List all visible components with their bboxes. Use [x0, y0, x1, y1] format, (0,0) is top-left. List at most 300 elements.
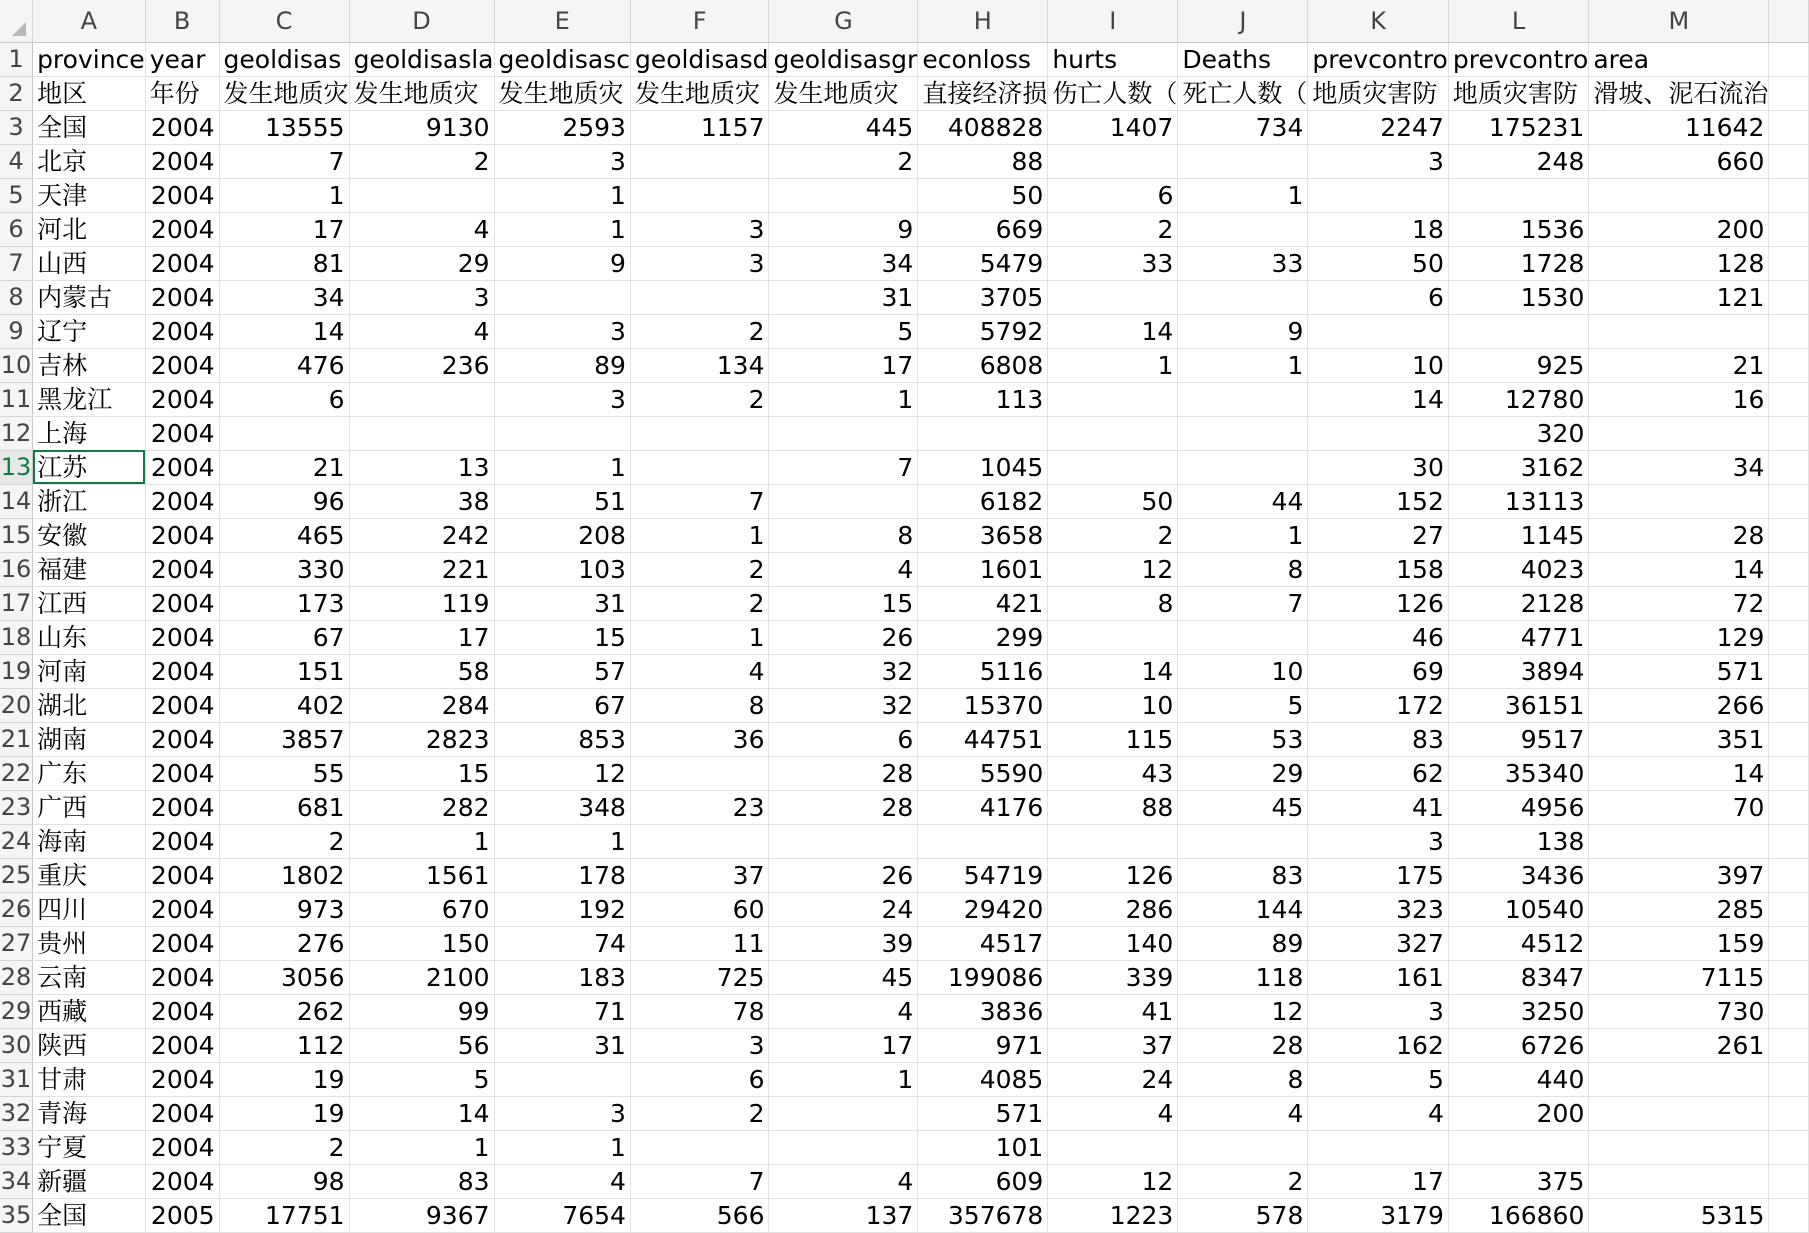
cell-m10[interactable]: 21 — [1589, 348, 1769, 382]
cell-m9[interactable] — [1589, 314, 1769, 348]
cell-i30[interactable]: 37 — [1048, 1028, 1178, 1062]
cell-f30[interactable]: 3 — [630, 1028, 769, 1062]
cell-d31[interactable]: 5 — [349, 1062, 494, 1096]
row-header[interactable]: 1 — [0, 42, 33, 76]
row-header[interactable]: 31 — [0, 1062, 33, 1096]
column-header-j[interactable]: J — [1178, 0, 1308, 42]
cell-g17[interactable]: 15 — [769, 586, 918, 620]
cell-k27[interactable]: 327 — [1308, 926, 1449, 960]
cell-i8[interactable] — [1048, 280, 1178, 314]
cell-i14[interactable]: 50 — [1048, 484, 1178, 518]
cell-d1[interactable]: geoldisasla — [349, 42, 494, 76]
cell-k12[interactable] — [1308, 416, 1449, 450]
cell-a3[interactable]: 全国 — [33, 110, 146, 144]
column-header-b[interactable]: B — [145, 0, 219, 42]
row-header[interactable]: 24 — [0, 824, 33, 858]
cell-j24[interactable] — [1178, 824, 1308, 858]
cell-blank[interactable] — [1769, 790, 1809, 824]
cell-j11[interactable] — [1178, 382, 1308, 416]
cell-e20[interactable]: 67 — [494, 688, 630, 722]
cell-c2[interactable]: 发生地质灾 — [219, 76, 349, 110]
cell-m4[interactable]: 660 — [1589, 144, 1769, 178]
cell-c35[interactable]: 17751 — [219, 1198, 349, 1232]
cell-f19[interactable]: 4 — [630, 654, 769, 688]
cell-h3[interactable]: 408828 — [918, 110, 1048, 144]
cell-d12[interactable] — [349, 416, 494, 450]
cell-i27[interactable]: 140 — [1048, 926, 1178, 960]
cell-a11[interactable]: 黑龙江 — [33, 382, 146, 416]
cell-j26[interactable]: 144 — [1178, 892, 1308, 926]
cell-h34[interactable]: 609 — [918, 1164, 1048, 1198]
cell-b25[interactable]: 2004 — [145, 858, 219, 892]
cell-l28[interactable]: 8347 — [1448, 960, 1589, 994]
cell-e16[interactable]: 103 — [494, 552, 630, 586]
cell-m29[interactable]: 730 — [1589, 994, 1769, 1028]
cell-l14[interactable]: 13113 — [1448, 484, 1589, 518]
cell-m26[interactable]: 285 — [1589, 892, 1769, 926]
cell-i18[interactable] — [1048, 620, 1178, 654]
cell-h11[interactable]: 113 — [918, 382, 1048, 416]
cell-e11[interactable]: 3 — [494, 382, 630, 416]
cell-c23[interactable]: 681 — [219, 790, 349, 824]
cell-c10[interactable]: 476 — [219, 348, 349, 382]
cell-m32[interactable] — [1589, 1096, 1769, 1130]
cell-g11[interactable]: 1 — [769, 382, 918, 416]
cell-d19[interactable]: 58 — [349, 654, 494, 688]
cell-j20[interactable]: 5 — [1178, 688, 1308, 722]
cell-b1[interactable]: year — [145, 42, 219, 76]
cell-i28[interactable]: 339 — [1048, 960, 1178, 994]
row-header[interactable]: 28 — [0, 960, 33, 994]
cell-c29[interactable]: 262 — [219, 994, 349, 1028]
cell-k15[interactable]: 27 — [1308, 518, 1449, 552]
cell-h2[interactable]: 直接经济损 — [918, 76, 1048, 110]
cell-h5[interactable]: 50 — [918, 178, 1048, 212]
cell-g15[interactable]: 8 — [769, 518, 918, 552]
cell-f25[interactable]: 37 — [630, 858, 769, 892]
cell-l25[interactable]: 3436 — [1448, 858, 1589, 892]
cell-d4[interactable]: 2 — [349, 144, 494, 178]
cell-m14[interactable] — [1589, 484, 1769, 518]
cell-c9[interactable]: 14 — [219, 314, 349, 348]
cell-i6[interactable]: 2 — [1048, 212, 1178, 246]
cell-l3[interactable]: 175231 — [1448, 110, 1589, 144]
cell-h27[interactable]: 4517 — [918, 926, 1048, 960]
cell-j25[interactable]: 83 — [1178, 858, 1308, 892]
cell-g33[interactable] — [769, 1130, 918, 1164]
cell-e26[interactable]: 192 — [494, 892, 630, 926]
cell-h6[interactable]: 669 — [918, 212, 1048, 246]
cell-e8[interactable] — [494, 280, 630, 314]
cell-h31[interactable]: 4085 — [918, 1062, 1048, 1096]
cell-f35[interactable]: 566 — [630, 1198, 769, 1232]
cell-blank[interactable] — [1769, 144, 1809, 178]
cell-h28[interactable]: 199086 — [918, 960, 1048, 994]
cell-b22[interactable]: 2004 — [145, 756, 219, 790]
cell-c16[interactable]: 330 — [219, 552, 349, 586]
cell-g3[interactable]: 445 — [769, 110, 918, 144]
cell-b3[interactable]: 2004 — [145, 110, 219, 144]
cell-a12[interactable]: 上海 — [33, 416, 146, 450]
cell-e17[interactable]: 31 — [494, 586, 630, 620]
cell-h26[interactable]: 29420 — [918, 892, 1048, 926]
row-header[interactable]: 27 — [0, 926, 33, 960]
cell-i17[interactable]: 8 — [1048, 586, 1178, 620]
cell-c27[interactable]: 276 — [219, 926, 349, 960]
cell-l4[interactable]: 248 — [1448, 144, 1589, 178]
cell-f5[interactable] — [630, 178, 769, 212]
cell-blank[interactable] — [1769, 382, 1809, 416]
cell-f16[interactable]: 2 — [630, 552, 769, 586]
cell-a29[interactable]: 西藏 — [33, 994, 146, 1028]
cell-d13[interactable]: 13 — [349, 450, 494, 484]
cell-a33[interactable]: 宁夏 — [33, 1130, 146, 1164]
cell-e24[interactable]: 1 — [494, 824, 630, 858]
row-header[interactable]: 18 — [0, 620, 33, 654]
cell-a6[interactable]: 河北 — [33, 212, 146, 246]
cell-c5[interactable]: 1 — [219, 178, 349, 212]
cell-e28[interactable]: 183 — [494, 960, 630, 994]
cell-l8[interactable]: 1530 — [1448, 280, 1589, 314]
cell-blank[interactable] — [1769, 314, 1809, 348]
cell-b20[interactable]: 2004 — [145, 688, 219, 722]
cell-f29[interactable]: 78 — [630, 994, 769, 1028]
cell-i33[interactable] — [1048, 1130, 1178, 1164]
cell-i34[interactable]: 12 — [1048, 1164, 1178, 1198]
cell-d35[interactable]: 9367 — [349, 1198, 494, 1232]
column-header-e[interactable]: E — [494, 0, 630, 42]
cell-d29[interactable]: 99 — [349, 994, 494, 1028]
cell-d25[interactable]: 1561 — [349, 858, 494, 892]
cell-j21[interactable]: 53 — [1178, 722, 1308, 756]
cell-b10[interactable]: 2004 — [145, 348, 219, 382]
cell-f12[interactable] — [630, 416, 769, 450]
cell-b13[interactable]: 2004 — [145, 450, 219, 484]
cell-f34[interactable]: 7 — [630, 1164, 769, 1198]
cell-blank[interactable] — [1769, 552, 1809, 586]
cell-d3[interactable]: 9130 — [349, 110, 494, 144]
cell-blank[interactable] — [1769, 178, 1809, 212]
cell-h33[interactable]: 101 — [918, 1130, 1048, 1164]
cell-j13[interactable] — [1178, 450, 1308, 484]
cell-l6[interactable]: 1536 — [1448, 212, 1589, 246]
column-header-blank[interactable] — [1769, 0, 1809, 42]
cell-k24[interactable]: 3 — [1308, 824, 1449, 858]
cell-h18[interactable]: 299 — [918, 620, 1048, 654]
cell-blank[interactable] — [1769, 518, 1809, 552]
cell-e33[interactable]: 1 — [494, 1130, 630, 1164]
cell-m12[interactable] — [1589, 416, 1769, 450]
select-all-corner[interactable] — [0, 0, 33, 42]
cell-h29[interactable]: 3836 — [918, 994, 1048, 1028]
cell-h35[interactable]: 357678 — [918, 1198, 1048, 1232]
cell-e21[interactable]: 853 — [494, 722, 630, 756]
cell-a22[interactable]: 广东 — [33, 756, 146, 790]
cell-h8[interactable]: 3705 — [918, 280, 1048, 314]
cell-j4[interactable] — [1178, 144, 1308, 178]
cell-l33[interactable] — [1448, 1130, 1589, 1164]
cell-k28[interactable]: 161 — [1308, 960, 1449, 994]
cell-g2[interactable]: 发生地质灾 — [769, 76, 918, 110]
cell-m18[interactable]: 129 — [1589, 620, 1769, 654]
cell-a31[interactable]: 甘肃 — [33, 1062, 146, 1096]
cell-k34[interactable]: 17 — [1308, 1164, 1449, 1198]
cell-e22[interactable]: 12 — [494, 756, 630, 790]
cell-d32[interactable]: 14 — [349, 1096, 494, 1130]
cell-g6[interactable]: 9 — [769, 212, 918, 246]
cell-a32[interactable]: 青海 — [33, 1096, 146, 1130]
column-header-m[interactable]: M — [1589, 0, 1769, 42]
cell-e31[interactable] — [494, 1062, 630, 1096]
cell-f1[interactable]: geoldisasd — [630, 42, 769, 76]
cell-b23[interactable]: 2004 — [145, 790, 219, 824]
cell-c19[interactable]: 151 — [219, 654, 349, 688]
cell-g25[interactable]: 26 — [769, 858, 918, 892]
cell-g30[interactable]: 17 — [769, 1028, 918, 1062]
cell-f17[interactable]: 2 — [630, 586, 769, 620]
cell-c3[interactable]: 13555 — [219, 110, 349, 144]
cell-j15[interactable]: 1 — [1178, 518, 1308, 552]
cell-c33[interactable]: 2 — [219, 1130, 349, 1164]
cell-c32[interactable]: 19 — [219, 1096, 349, 1130]
row-header[interactable]: 16 — [0, 552, 33, 586]
cell-blank[interactable] — [1769, 212, 1809, 246]
cell-d17[interactable]: 119 — [349, 586, 494, 620]
cell-k26[interactable]: 323 — [1308, 892, 1449, 926]
cell-e30[interactable]: 31 — [494, 1028, 630, 1062]
cell-c31[interactable]: 19 — [219, 1062, 349, 1096]
column-header-g[interactable]: G — [769, 0, 918, 42]
cell-a21[interactable]: 湖南 — [33, 722, 146, 756]
cell-a17[interactable]: 江西 — [33, 586, 146, 620]
row-header[interactable]: 10 — [0, 348, 33, 382]
cell-c11[interactable]: 6 — [219, 382, 349, 416]
cell-k3[interactable]: 2247 — [1308, 110, 1449, 144]
cell-l22[interactable]: 35340 — [1448, 756, 1589, 790]
cell-c14[interactable]: 96 — [219, 484, 349, 518]
cell-d6[interactable]: 4 — [349, 212, 494, 246]
cell-k31[interactable]: 5 — [1308, 1062, 1449, 1096]
cell-c24[interactable]: 2 — [219, 824, 349, 858]
cell-i23[interactable]: 88 — [1048, 790, 1178, 824]
row-header[interactable]: 22 — [0, 756, 33, 790]
cell-b11[interactable]: 2004 — [145, 382, 219, 416]
cell-g27[interactable]: 39 — [769, 926, 918, 960]
cell-j22[interactable]: 29 — [1178, 756, 1308, 790]
cell-j3[interactable]: 734 — [1178, 110, 1308, 144]
cell-g9[interactable]: 5 — [769, 314, 918, 348]
cell-a1[interactable]: province — [33, 42, 146, 76]
cell-f31[interactable]: 6 — [630, 1062, 769, 1096]
cell-h25[interactable]: 54719 — [918, 858, 1048, 892]
cell-l20[interactable]: 36151 — [1448, 688, 1589, 722]
cell-i29[interactable]: 41 — [1048, 994, 1178, 1028]
cell-g24[interactable] — [769, 824, 918, 858]
cell-l26[interactable]: 10540 — [1448, 892, 1589, 926]
cell-f33[interactable] — [630, 1130, 769, 1164]
cell-f4[interactable] — [630, 144, 769, 178]
cell-c6[interactable]: 17 — [219, 212, 349, 246]
cell-b32[interactable]: 2004 — [145, 1096, 219, 1130]
cell-m11[interactable]: 16 — [1589, 382, 1769, 416]
cell-k17[interactable]: 126 — [1308, 586, 1449, 620]
cell-blank[interactable] — [1769, 110, 1809, 144]
cell-j17[interactable]: 7 — [1178, 586, 1308, 620]
cell-a23[interactable]: 广西 — [33, 790, 146, 824]
cell-g5[interactable] — [769, 178, 918, 212]
cell-i9[interactable]: 14 — [1048, 314, 1178, 348]
cell-i10[interactable]: 1 — [1048, 348, 1178, 382]
row-header[interactable]: 34 — [0, 1164, 33, 1198]
cell-a15[interactable]: 安徽 — [33, 518, 146, 552]
cell-k14[interactable]: 152 — [1308, 484, 1449, 518]
cell-blank[interactable] — [1769, 824, 1809, 858]
cell-c4[interactable]: 7 — [219, 144, 349, 178]
cell-l2[interactable]: 地质灾害防 — [1448, 76, 1589, 110]
cell-blank[interactable] — [1769, 246, 1809, 280]
cell-k11[interactable]: 14 — [1308, 382, 1449, 416]
cell-c8[interactable]: 34 — [219, 280, 349, 314]
cell-m22[interactable]: 14 — [1589, 756, 1769, 790]
cell-m6[interactable]: 200 — [1589, 212, 1769, 246]
cell-c21[interactable]: 3857 — [219, 722, 349, 756]
row-header[interactable]: 26 — [0, 892, 33, 926]
cell-e2[interactable]: 发生地质灾 — [494, 76, 630, 110]
cell-f7[interactable]: 3 — [630, 246, 769, 280]
cell-h19[interactable]: 5116 — [918, 654, 1048, 688]
row-header[interactable]: 12 — [0, 416, 33, 450]
row-header[interactable]: 23 — [0, 790, 33, 824]
cell-blank[interactable] — [1769, 586, 1809, 620]
cell-blank[interactable] — [1769, 654, 1809, 688]
cell-c20[interactable]: 402 — [219, 688, 349, 722]
cell-l7[interactable]: 1728 — [1448, 246, 1589, 280]
cell-h32[interactable]: 571 — [918, 1096, 1048, 1130]
cell-blank[interactable] — [1769, 76, 1809, 110]
row-header[interactable]: 29 — [0, 994, 33, 1028]
cell-blank[interactable] — [1769, 1096, 1809, 1130]
cell-a24[interactable]: 海南 — [33, 824, 146, 858]
cell-k2[interactable]: 地质灾害防 — [1308, 76, 1449, 110]
cell-k10[interactable]: 10 — [1308, 348, 1449, 382]
cell-blank[interactable] — [1769, 858, 1809, 892]
cell-a35[interactable]: 全国 — [33, 1198, 146, 1232]
cell-e5[interactable]: 1 — [494, 178, 630, 212]
cell-b4[interactable]: 2004 — [145, 144, 219, 178]
row-header[interactable]: 3 — [0, 110, 33, 144]
cell-m28[interactable]: 7115 — [1589, 960, 1769, 994]
cell-d33[interactable]: 1 — [349, 1130, 494, 1164]
cell-k9[interactable] — [1308, 314, 1449, 348]
cell-i15[interactable]: 2 — [1048, 518, 1178, 552]
cell-k6[interactable]: 18 — [1308, 212, 1449, 246]
cell-k8[interactable]: 6 — [1308, 280, 1449, 314]
cell-j6[interactable] — [1178, 212, 1308, 246]
cell-h9[interactable]: 5792 — [918, 314, 1048, 348]
cell-e35[interactable]: 7654 — [494, 1198, 630, 1232]
cell-b15[interactable]: 2004 — [145, 518, 219, 552]
cell-f11[interactable]: 2 — [630, 382, 769, 416]
cell-m30[interactable]: 261 — [1589, 1028, 1769, 1062]
cell-i11[interactable] — [1048, 382, 1178, 416]
row-header[interactable]: 35 — [0, 1198, 33, 1232]
cell-b12[interactable]: 2004 — [145, 416, 219, 450]
cell-l17[interactable]: 2128 — [1448, 586, 1589, 620]
cell-l31[interactable]: 440 — [1448, 1062, 1589, 1096]
cell-blank[interactable] — [1769, 280, 1809, 314]
cell-a16[interactable]: 福建 — [33, 552, 146, 586]
cell-blank[interactable] — [1769, 960, 1809, 994]
cell-blank[interactable] — [1769, 1130, 1809, 1164]
cell-m15[interactable]: 28 — [1589, 518, 1769, 552]
cell-i1[interactable]: hurts — [1048, 42, 1178, 76]
cell-l30[interactable]: 6726 — [1448, 1028, 1589, 1062]
cell-i25[interactable]: 126 — [1048, 858, 1178, 892]
cell-f10[interactable]: 134 — [630, 348, 769, 382]
row-header[interactable]: 13 — [0, 450, 33, 484]
cell-j35[interactable]: 578 — [1178, 1198, 1308, 1232]
cell-blank[interactable] — [1769, 994, 1809, 1028]
cell-d9[interactable]: 4 — [349, 314, 494, 348]
cell-e7[interactable]: 9 — [494, 246, 630, 280]
cell-l24[interactable]: 138 — [1448, 824, 1589, 858]
cell-b34[interactable]: 2004 — [145, 1164, 219, 1198]
cell-d18[interactable]: 17 — [349, 620, 494, 654]
cell-blank[interactable] — [1769, 722, 1809, 756]
cell-i32[interactable]: 4 — [1048, 1096, 1178, 1130]
row-header[interactable]: 20 — [0, 688, 33, 722]
cell-d16[interactable]: 221 — [349, 552, 494, 586]
cell-g31[interactable]: 1 — [769, 1062, 918, 1096]
cell-m35[interactable]: 5315 — [1589, 1198, 1769, 1232]
cell-j5[interactable]: 1 — [1178, 178, 1308, 212]
row-header[interactable]: 30 — [0, 1028, 33, 1062]
row-header[interactable]: 17 — [0, 586, 33, 620]
cell-g13[interactable]: 7 — [769, 450, 918, 484]
cell-g34[interactable]: 4 — [769, 1164, 918, 1198]
cell-m19[interactable]: 571 — [1589, 654, 1769, 688]
cell-blank[interactable] — [1769, 348, 1809, 382]
cell-g22[interactable]: 28 — [769, 756, 918, 790]
cell-blank[interactable] — [1769, 42, 1809, 76]
cell-e29[interactable]: 71 — [494, 994, 630, 1028]
cell-k32[interactable]: 4 — [1308, 1096, 1449, 1130]
cell-i31[interactable]: 24 — [1048, 1062, 1178, 1096]
cell-k4[interactable]: 3 — [1308, 144, 1449, 178]
cell-a2[interactable]: 地区 — [33, 76, 146, 110]
cell-m21[interactable]: 351 — [1589, 722, 1769, 756]
cell-l32[interactable]: 200 — [1448, 1096, 1589, 1130]
cell-h15[interactable]: 3658 — [918, 518, 1048, 552]
cell-l5[interactable] — [1448, 178, 1589, 212]
cell-g7[interactable]: 34 — [769, 246, 918, 280]
cell-i21[interactable]: 115 — [1048, 722, 1178, 756]
cell-a28[interactable]: 云南 — [33, 960, 146, 994]
cell-c26[interactable]: 973 — [219, 892, 349, 926]
cell-e18[interactable]: 15 — [494, 620, 630, 654]
cell-a20[interactable]: 湖北 — [33, 688, 146, 722]
cell-d15[interactable]: 242 — [349, 518, 494, 552]
cell-k5[interactable] — [1308, 178, 1449, 212]
column-header-l[interactable]: L — [1448, 0, 1589, 42]
cell-d23[interactable]: 282 — [349, 790, 494, 824]
cell-m25[interactable]: 397 — [1589, 858, 1769, 892]
cell-h21[interactable]: 44751 — [918, 722, 1048, 756]
cell-i26[interactable]: 286 — [1048, 892, 1178, 926]
cell-h16[interactable]: 1601 — [918, 552, 1048, 586]
cell-m8[interactable]: 121 — [1589, 280, 1769, 314]
cell-h7[interactable]: 5479 — [918, 246, 1048, 280]
